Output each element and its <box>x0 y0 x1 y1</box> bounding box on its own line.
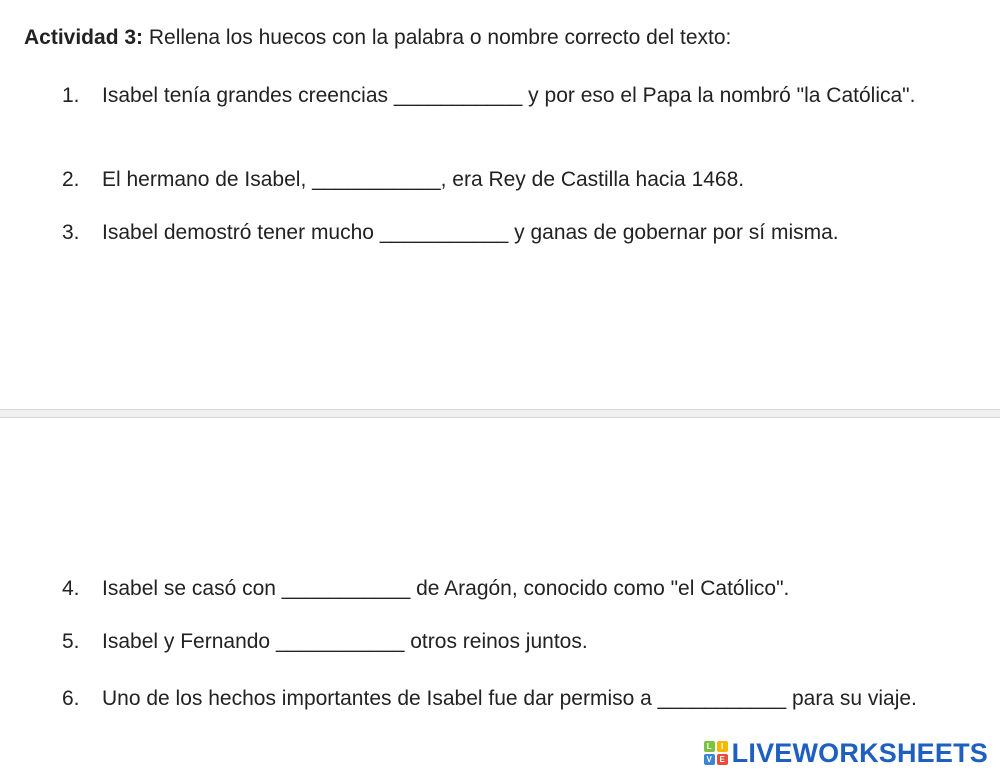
question-text-after: de Aragón, conocido como "el Católico". <box>410 577 790 600</box>
question-text-before: El hermano de Isabel, <box>102 168 313 191</box>
question-text <box>102 164 962 195</box>
activity-title-bold: Actividad 3: <box>24 26 144 49</box>
answer-blank-5[interactable]: ___________ <box>275 630 405 653</box>
liveworksheets-logo[interactable] <box>704 736 988 770</box>
question-text-after: otros reinos juntos. <box>404 630 588 653</box>
question-text-before: Isabel tenía grandes creencias <box>102 84 394 107</box>
question-3 <box>62 217 962 248</box>
answer-blank-1[interactable]: ___________ <box>393 84 523 107</box>
question-1 <box>62 80 962 111</box>
logo-mark-tile: V <box>704 754 715 765</box>
question-text-after: y por eso el Papa la nombró "la Católica". <box>522 84 916 107</box>
question-text-before: Isabel se casó con <box>102 577 282 600</box>
question-number: 3. <box>62 221 80 244</box>
logo-mark-icon <box>704 741 728 765</box>
question-2 <box>62 164 962 195</box>
logo-mark-tile: L <box>704 741 715 752</box>
question-text-after: para su viaje. <box>786 687 917 710</box>
question-number: 6. <box>62 687 80 710</box>
activity-title-instructions: Rellena los huecos con la palabra o nombre correcto del texto: <box>143 26 732 49</box>
question-text-after: , era Rey de Castilla hacia 1468. <box>440 168 745 191</box>
question-text <box>102 80 962 111</box>
question-number: 5. <box>62 630 80 653</box>
question-6 <box>62 683 962 714</box>
activity-title <box>24 25 731 51</box>
question-text <box>102 683 962 714</box>
logo-mark-tile: E <box>717 754 728 765</box>
page-separator <box>0 409 1000 418</box>
question-text-before: Uno de los hechos importantes de Isabel fue dar permiso a <box>102 687 658 710</box>
logo-mark-tile: I <box>717 741 728 752</box>
answer-blank-6[interactable]: ___________ <box>657 687 787 710</box>
answer-blank-3[interactable]: ___________ <box>379 221 509 244</box>
question-text <box>102 217 962 248</box>
question-number: 2. <box>62 168 80 191</box>
question-text-before: Isabel y Fernando <box>102 630 276 653</box>
answer-blank-2[interactable]: ___________ <box>312 168 441 191</box>
question-text-after: y ganas de gobernar por sí misma. <box>508 221 839 244</box>
logo-text: LIVEWORKSHEETS <box>731 737 988 768</box>
question-4 <box>62 573 962 604</box>
question-5 <box>62 626 962 657</box>
answer-blank-4[interactable]: ___________ <box>281 577 411 600</box>
question-text-before: Isabel demostró tener mucho <box>102 221 380 244</box>
question-text <box>102 573 962 604</box>
question-text <box>102 626 962 657</box>
question-number: 4. <box>62 577 80 600</box>
question-number: 1. <box>62 84 80 107</box>
